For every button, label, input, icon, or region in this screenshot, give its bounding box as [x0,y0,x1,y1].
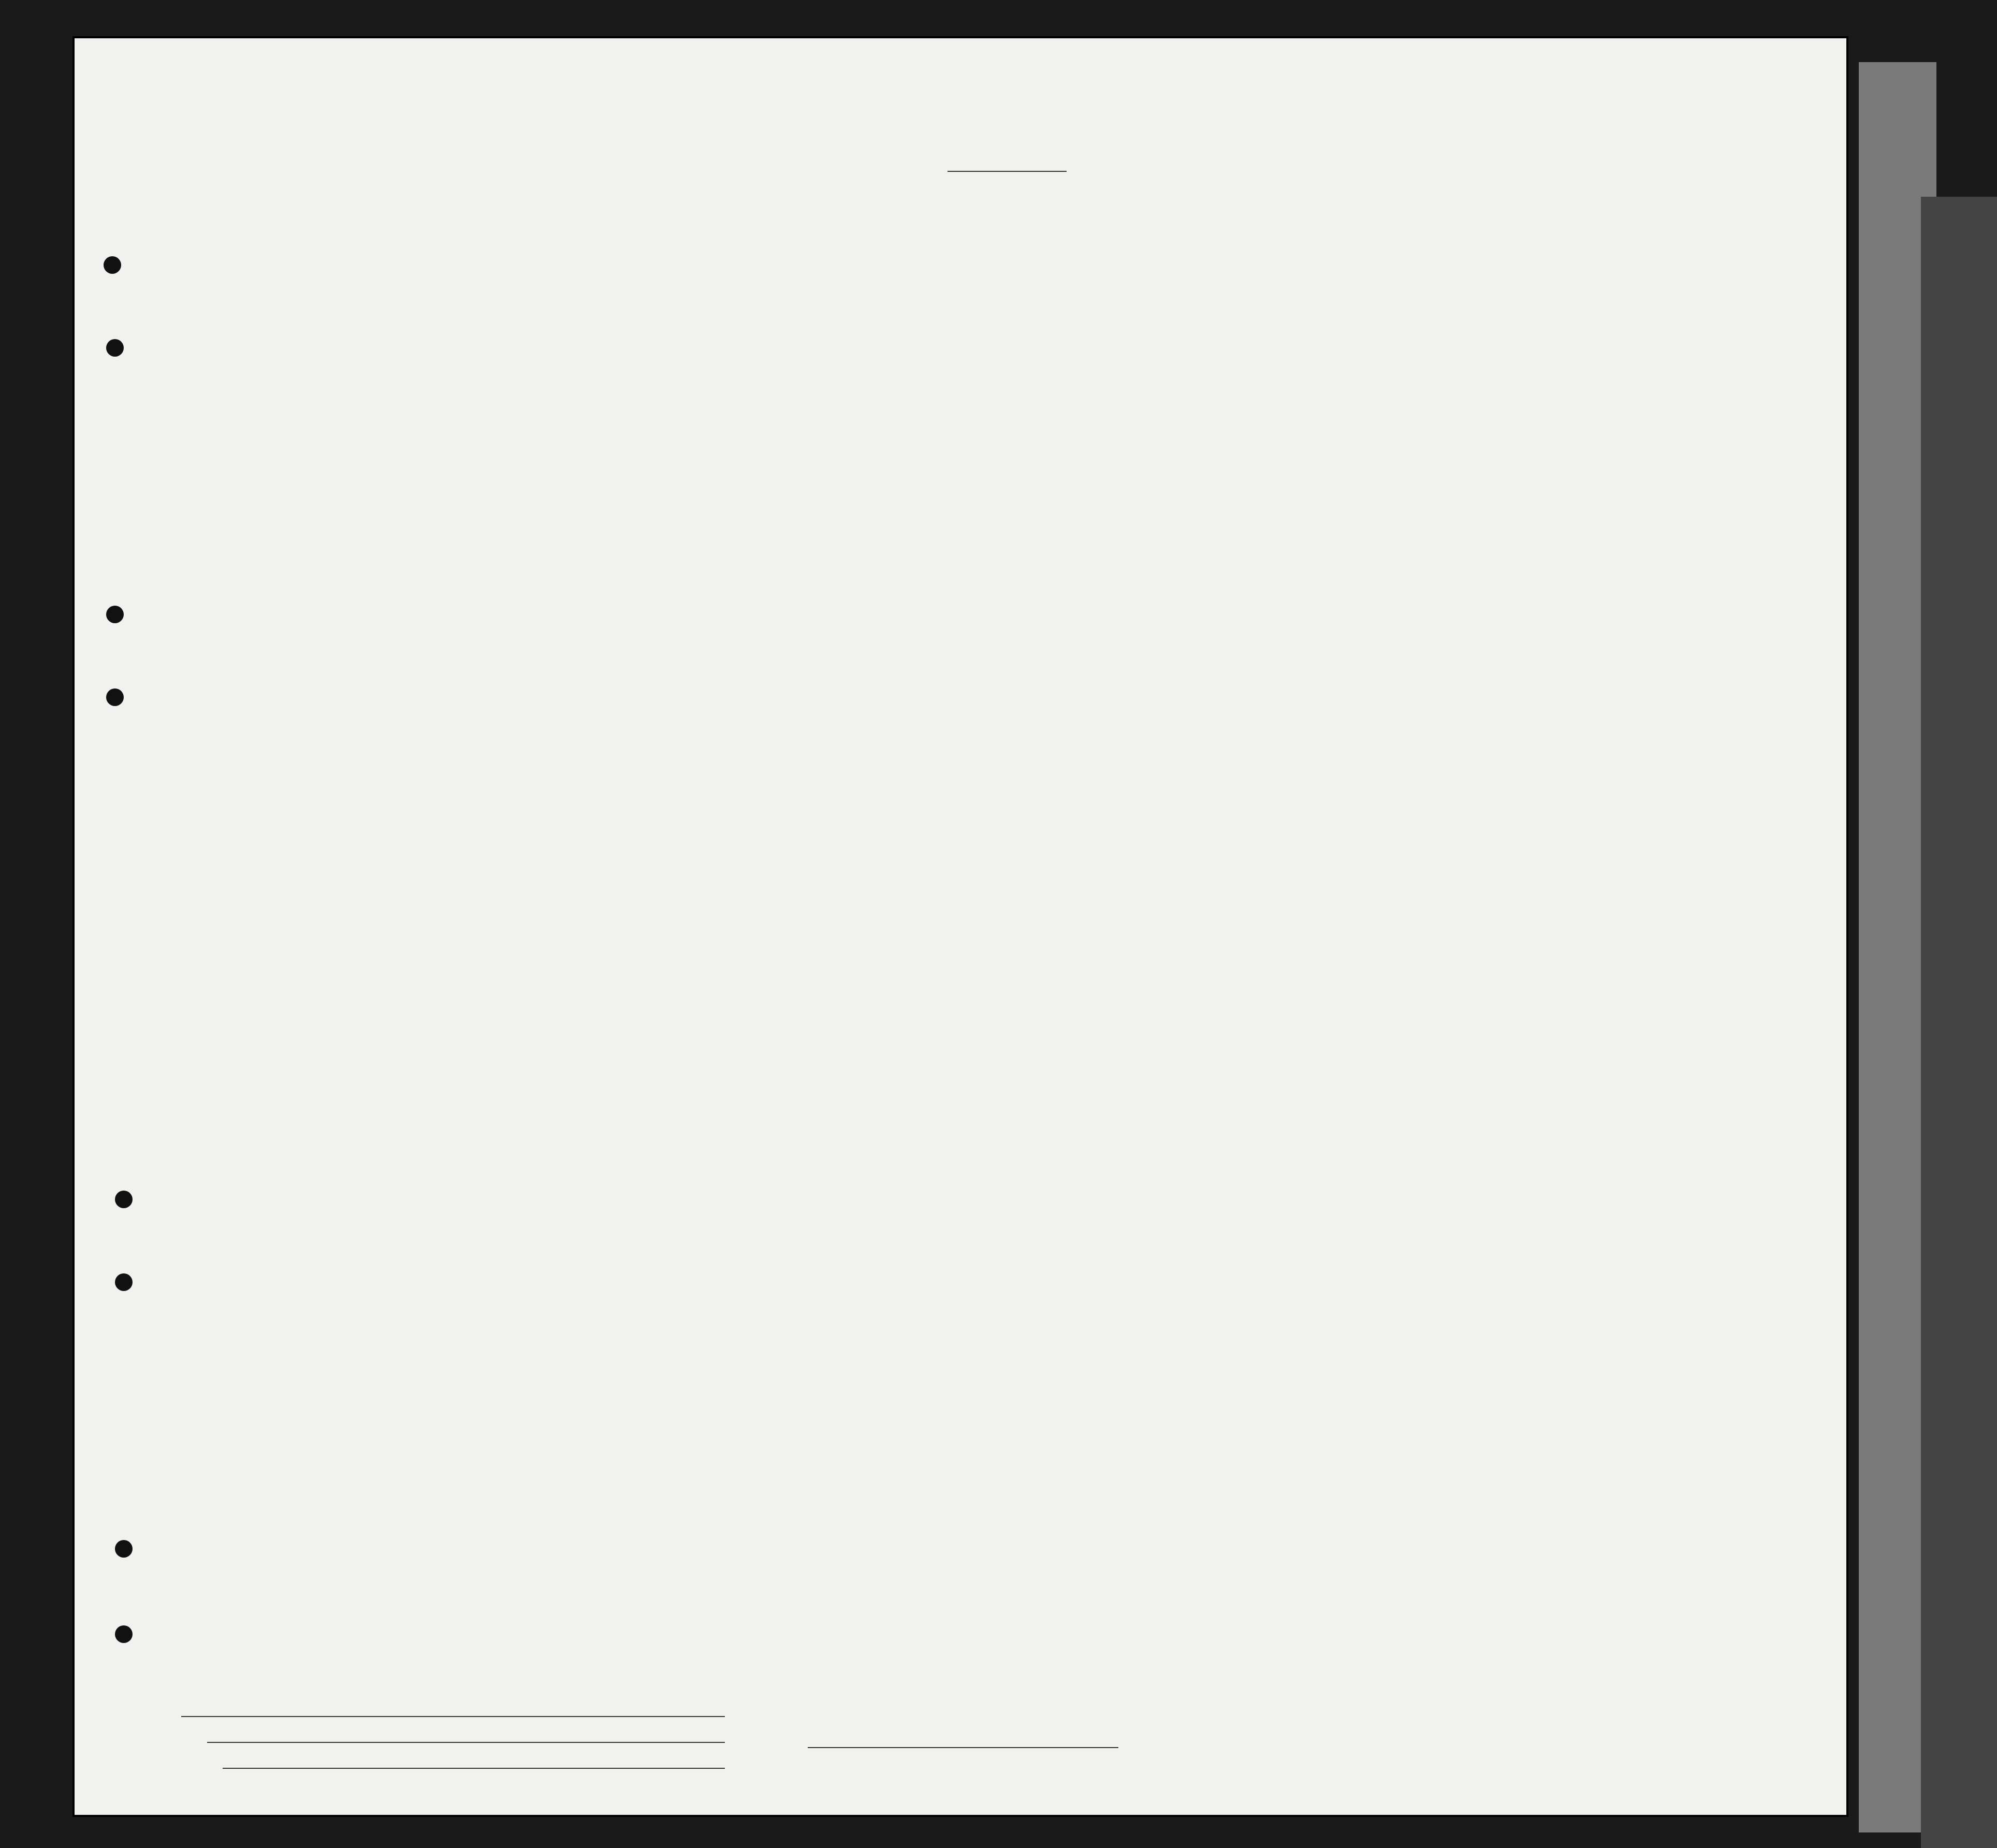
punch-hole [115,1273,133,1291]
page-edge-shadow-dark [1921,197,1997,1848]
punch-hole [106,606,124,623]
punch-hole [115,1540,133,1558]
punch-hole [104,256,121,274]
punch-hole [115,1625,133,1643]
punch-hole [106,339,124,357]
agents-field-rule [223,1768,725,1769]
title-underline [948,171,1067,172]
manifest-sheet [72,36,1848,1817]
punch-hole [115,1191,133,1208]
signature-rule [808,1747,1118,1748]
owners-field-rule [207,1742,725,1743]
punch-hole [106,688,124,706]
line-field-rule [181,1716,725,1717]
